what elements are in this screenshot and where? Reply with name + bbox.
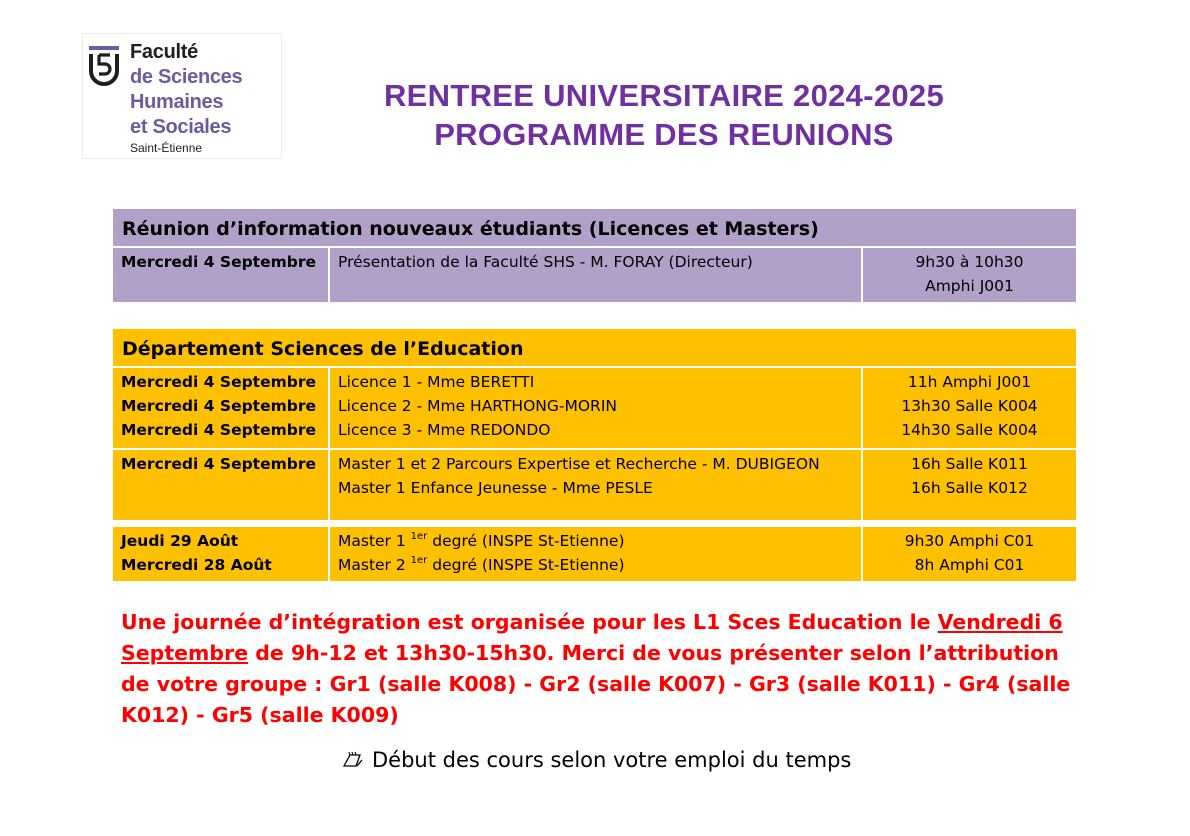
licence-date: Mercredi 4 Septembre [121,373,317,391]
licence-time: 13h30 Salle K004 [901,397,1038,415]
master-time: 16h Salle K011 [911,455,1028,473]
licence-description: Licence 3 - Mme REDONDO [338,421,551,439]
inspe-date: Jeudi 29 Août [121,532,239,550]
info-meeting-header: Réunion d’information nouveaux étudiants (Licences et Masters) [112,208,1077,247]
superscript: 1er [410,554,428,566]
licence-time: 11h Amphi J001 [907,373,1032,391]
licence-description: Licence 1 - Mme BERETTI [338,373,535,391]
master-date: Mercredi 4 Septembre [112,449,329,521]
writing-hand-icon [342,751,364,769]
licence-date: Mercredi 4 Septembre [121,397,317,415]
table-row [112,526,1077,582]
logo-line: de Sciences [130,66,243,88]
licence-times [862,367,1077,449]
page-title: RENTREE UNIVERSITAIRE 2024-2025 [383,78,945,113]
page-subtitle: PROGRAMME DES REUNIONS [434,117,894,152]
inspe-descriptions [329,526,862,582]
department-header: Département Sciences de l’Education [112,328,1077,367]
licence-date: Mercredi 4 Septembre [121,421,317,439]
footer-text: Début des cours selon votre emploi du temps [372,748,852,772]
table-row [112,247,1077,303]
department-table [111,327,1078,522]
master-description: Master 1 et 2 Parcours Expertise et Recherche - M. DUBIGEON [338,455,820,473]
logo-line: Faculté [130,41,198,63]
inspe-times [862,526,1077,582]
inspe-date: Mercredi 28 Août [121,556,272,574]
info-meeting-table [111,207,1078,304]
meeting-date: Mercredi 4 Septembre [112,247,329,303]
master-descriptions [329,449,862,521]
licence-time: 14h30 Salle K004 [901,421,1038,439]
logo-city: Saint-Étienne [130,141,203,155]
integration-notice [121,607,1081,731]
inspe-table [111,525,1078,583]
inspe-dates [112,526,329,582]
licence-description: Licence 2 - Mme HARTHONG-MORIN [338,397,617,415]
notice-text: Une journée d’intégration est organisée pour les L1 Sces Education le [121,610,938,634]
master-time: 16h Salle K012 [911,479,1028,497]
logo-text [130,40,242,155]
logo-line: Humaines [130,91,224,113]
inspe-description: Master 2 $^{1er}$ degré (INSPE St-Etienne) [338,554,625,574]
notice-text: de 9h-12 et 13h30-15h30. Merci de vous présenter selon l’attribution de votre groupe : Gr1 (salle K008) - Gr2 (salle K007) - Gr3 (salle K011) - Gr4 (salle K012) - Gr5 (salle K009) [121,641,1071,727]
superscript: 1er [410,530,428,542]
table-row [112,367,1077,449]
inspe-time: 8h Amphi C01 [914,556,1025,574]
footer-note [342,748,851,772]
meeting-time-cell [862,247,1077,303]
meeting-place: Amphi J001 [925,277,1014,295]
meeting-description: Présentation de la Faculté SHS - M. FORAY (Directeur) [329,247,862,303]
notice-date: Vendredi 6 Septembre [121,610,1063,665]
master-description: Master 1 Enfance Jeunesse - Mme PESLE [338,479,653,497]
inspe-time: 9h30 Amphi C01 [904,532,1035,550]
logo-line: et Sociales [130,116,232,138]
faculty-logo [82,33,282,159]
licence-descriptions [329,367,862,449]
inspe-description: Master 1 $^{1er}$ degré (INSPE St-Etienne) [338,530,625,550]
master-times [862,449,1077,521]
faculty-logo-icon [88,44,120,92]
licence-dates [112,367,329,449]
table-row [112,449,1077,521]
meeting-time: 9h30 à 10h30 [915,253,1024,271]
